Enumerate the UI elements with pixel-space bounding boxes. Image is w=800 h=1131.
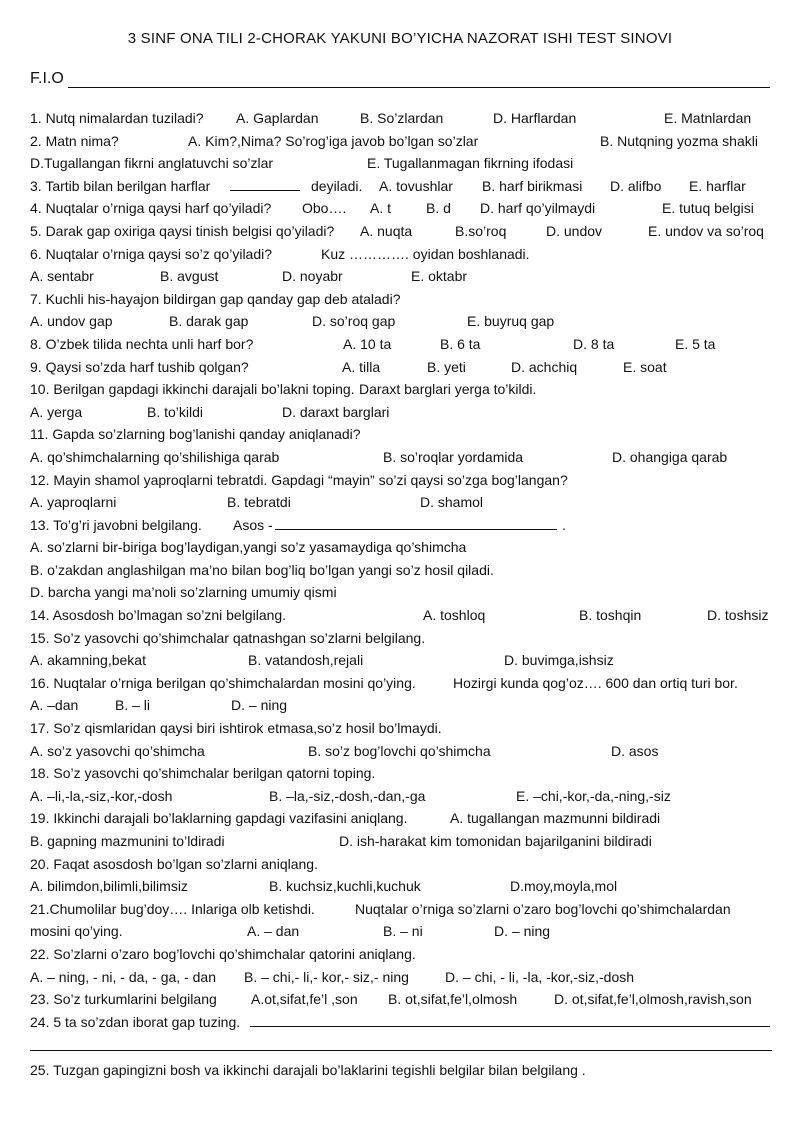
question-text: A. so’zlarni bir-biriga bog’laydigan,yangi so’z yasamaydiga qo’shimcha: [30, 539, 467, 556]
question-line: [30, 899, 772, 922]
question-text: A. –dan: [30, 697, 79, 714]
question-line: [30, 176, 772, 199]
question-line: [30, 379, 772, 402]
answer-option[interactable]: A. – dan: [247, 923, 300, 940]
answer-option[interactable]: D. toshsiz: [707, 607, 769, 624]
answer-option[interactable]: B.so’roq: [455, 222, 507, 239]
question-line: [30, 831, 772, 854]
question-line: [30, 447, 772, 470]
question-text: 13. To’g’ri javobni belgilang.: [30, 516, 202, 533]
answer-option[interactable]: D. ot,sifat,fe’l,olmosh,ravish,son: [554, 991, 752, 1008]
answer-option[interactable]: B. – chi,- li,- kor,- siz,- ning: [244, 968, 409, 985]
question-line: [30, 854, 772, 877]
answer-option[interactable]: A. Gaplardan: [236, 110, 319, 126]
question-text: 12. Mayin shamol yaproqlarni tebratdi. Gapdagi “mayin” so’zi qaysi so’zga bog’langan?: [30, 471, 568, 488]
answer-option[interactable]: A. t: [370, 200, 392, 217]
question-line: [30, 605, 772, 628]
question-line: [30, 989, 772, 1012]
question-text: 4. Nuqtalar o’rniga qaysi harf qo’yiladi?: [30, 200, 272, 217]
answer-option[interactable]: E. –chi,-kor,-da,-ning,-siz: [516, 787, 671, 804]
answer-option[interactable]: E. buyruq gap: [467, 313, 555, 330]
question-text: 22. So’zlarni o’zaro bog’lovchi qo’shimchalar qatorini aniqlang.: [30, 945, 416, 962]
question-line: [30, 537, 772, 560]
answer-option[interactable]: E. Matnlardan: [664, 110, 752, 126]
answer-option[interactable]: B. So’zlardan: [360, 110, 444, 126]
question-line: [30, 650, 772, 673]
question-text: 9. Qaysi so’zda harf tushib qolgan?: [30, 358, 249, 375]
question-line: [30, 695, 772, 718]
answer-option[interactable]: Asos -: [233, 516, 273, 533]
answer-option[interactable]: Nuqtalar o’rniga so’zlarni o’zaro bog’lovchi qo’shimchalardan: [355, 900, 731, 917]
question-line: [30, 1034, 772, 1060]
answer-option[interactable]: D.moy,moyla,mol: [510, 878, 618, 895]
question-text: 19. Ikkinchi darajali bo’laklarning gapdagi vazifasini aniqlang.: [30, 810, 408, 827]
answer-option[interactable]: E. tutuq belgisi: [662, 200, 754, 217]
question-text: 2. Matn nima?: [30, 132, 119, 149]
question-text: 11. Gapda so’zlarning bog’lanishi qanday aniqlanadi?: [30, 426, 361, 443]
question-text: 21.Chumolilar bug’doy…. Inlariga olb ketishdi.: [30, 900, 315, 917]
answer-option[interactable]: B. 6 ta: [440, 335, 481, 352]
question-text: A. yerga: [30, 403, 83, 420]
answer-option[interactable]: E. Tugallanmagan fikrning ifodasi: [367, 155, 574, 172]
question-text: 14. Asosdosh bo’lmagan so’zni belgilang.: [30, 607, 287, 624]
question-text: A. so’z yasovchi qo’shimcha: [30, 742, 205, 759]
fio-answer-line[interactable]: [68, 87, 770, 88]
answer-option[interactable]: E. oktabr: [411, 268, 468, 285]
question-text: 8. O’zbek tilida nechta unli harf bor?: [30, 335, 254, 352]
question-text: 3. Tartib bilan berilgan harflar: [30, 177, 211, 194]
question-text: A. sentabr: [30, 268, 94, 285]
fio-row: [30, 70, 770, 92]
answer-option[interactable]: D. buvimga,ishsiz: [504, 652, 614, 669]
answer-option[interactable]: A. tugallangan mazmunni bildiradi: [450, 810, 661, 827]
answer-option[interactable]: D. harf qo’yilmaydi: [480, 200, 596, 217]
question-line: [30, 1060, 772, 1083]
answer-blank[interactable]: [250, 1012, 770, 1027]
question-text: 10. Berilgan gapdagi ikkinchi darajali bo’lakni toping.: [30, 381, 355, 398]
question-text: A. bilimdon,bilimli,bilimsiz: [30, 878, 188, 895]
answer-option[interactable]: B. Nutqning yozma shakli: [600, 132, 758, 149]
question-text: 7. Kuchli his-hayajon bildirgan gap qanday gap deb ataladi?: [30, 290, 401, 307]
question-line: [30, 221, 772, 244]
answer-option[interactable]: .: [562, 516, 566, 533]
question-line: [30, 424, 772, 447]
answer-option[interactable]: A. tovushlar: [379, 177, 453, 194]
answer-option[interactable]: B. to’kildi: [147, 403, 204, 420]
answer-option[interactable]: E. soat: [623, 358, 667, 375]
question-line: [30, 311, 772, 334]
answer-option[interactable]: B. so’z bog’lovchi qo’shimcha: [308, 742, 491, 759]
answer-option[interactable]: D. undov: [546, 222, 603, 239]
answer-option[interactable]: B. – li: [115, 697, 151, 714]
answer-line[interactable]: [30, 1050, 772, 1051]
question-text: B. o’zakdan anglashilgan ma’no bilan bog’liq bo’lgan yangi so’z hosil qiladi.: [30, 561, 494, 578]
question-line: [30, 108, 772, 131]
answer-option[interactable]: B. so’roqlar yordamida: [383, 448, 524, 465]
question-text: A. qo’shimchalarning qo’shilishiga qarab: [30, 448, 280, 465]
question-line: [30, 944, 772, 967]
question-text: B. gapning mazmunini to’ldiradi: [30, 833, 225, 849]
question-text: A. – ning, - ni, - da, - ga, - dan: [30, 968, 216, 985]
question-line: [30, 673, 772, 696]
question-list: [30, 108, 772, 1083]
question-line: [30, 131, 772, 154]
answer-option[interactable]: D. – ning: [494, 923, 551, 940]
answer-option[interactable]: D. 8 ta: [573, 335, 615, 352]
question-text: mosini qo’ying.: [30, 923, 123, 940]
question-text: 18. So’z yasovchi qo’shimchalar berilgan qatorni toping.: [30, 765, 376, 782]
question-line: [30, 628, 772, 651]
answer-option[interactable]: Hozirgi kunda qog’oz…. 600 dan ortiq turi bor.: [453, 674, 738, 691]
question-line: [30, 515, 772, 538]
answer-option[interactable]: D. shamol: [420, 494, 484, 511]
answer-option[interactable]: B. yeti: [427, 358, 466, 375]
answer-option[interactable]: Obo….: [302, 200, 347, 217]
answer-option[interactable]: A. Kim?,Nima? So’rog’iga javob bo’lgan so’zlar: [188, 132, 479, 149]
question-line: [30, 786, 772, 809]
answer-option[interactable]: D. achchiq: [511, 358, 578, 375]
question-line: [30, 334, 772, 357]
answer-blank[interactable]: [230, 176, 300, 191]
answer-option[interactable]: D. ohangiga qarab: [612, 448, 728, 465]
question-text: A. undov gap: [30, 313, 113, 330]
answer-option[interactable]: D. Harflardan: [493, 110, 577, 126]
question-text: D. barcha yangi ma’noli so’zlarning umumiy qismi: [30, 584, 337, 601]
question-text: 15. So’z yasovchi qo’shimchalar qatnashgan so’zlarni belgilang.: [30, 629, 426, 646]
question-text: 17. So’z qismlaridan qaysi biri ishtirok etmasa,so’z hosil bo’lmaydi.: [30, 720, 442, 737]
question-line: [30, 492, 772, 515]
question-line: [30, 876, 772, 899]
question-line: [30, 402, 772, 425]
fio-label: F.I.O: [30, 70, 64, 87]
answer-option[interactable]: D. ish-harakat kim tomonidan bajarilganini bildiradi: [339, 833, 652, 849]
answer-option[interactable]: B. toshqin: [579, 607, 642, 624]
question-text: 23. So’z turkumlarini belgilang: [30, 991, 217, 1008]
question-text: A. akamning,bekat: [30, 652, 146, 669]
answer-blank[interactable]: [275, 515, 557, 530]
answer-option[interactable]: Daraxt barglari yerga to’kildi.: [359, 381, 537, 398]
question-text: 6. Nuqtalar o’rniga qaysi so’z qo’yiladi?: [30, 245, 273, 262]
answer-option[interactable]: B. harf birikmasi: [482, 177, 583, 194]
question-line: [30, 266, 772, 289]
question-text: A. yaproqlarni: [30, 494, 117, 511]
answer-option[interactable]: B. –la,-siz,-dosh,-dan,-ga: [269, 787, 426, 804]
question-line: [30, 808, 772, 831]
answer-option[interactable]: B. vatandosh,rejali: [248, 652, 364, 669]
answer-option[interactable]: D. asos: [611, 742, 659, 759]
question-text: 24. 5 ta so’zdan iborat gap tuzing.: [30, 1013, 241, 1030]
answer-option[interactable]: D. alifbo: [610, 177, 662, 194]
answer-option[interactable]: D. daraxt barglari: [282, 403, 390, 420]
answer-option[interactable]: B. – ni: [383, 923, 423, 940]
question-text: D.Tugallangan fikrni anglatuvchi so’zlar: [30, 155, 274, 172]
question-text: 1. Nutq nimalardan tuziladi?: [30, 110, 204, 126]
answer-option[interactable]: A. tilla: [342, 358, 381, 375]
question-line: [30, 560, 772, 583]
question-line: [30, 470, 772, 493]
question-line: [30, 582, 772, 605]
question-line: [30, 198, 772, 221]
question-line: [30, 921, 772, 944]
question-line: [30, 153, 772, 176]
answer-option[interactable]: Kuz …………. oyidan boshlanadi.: [321, 245, 530, 262]
answer-option[interactable]: E. undov va so’roq: [648, 222, 764, 239]
question-line: [30, 289, 772, 312]
answer-option[interactable]: D. so’roq gap: [312, 313, 396, 330]
answer-option[interactable]: D. noyabr: [282, 268, 343, 285]
question-text: A. –li,-la,-siz,-kor,-dosh: [30, 787, 173, 804]
question-line: [30, 763, 772, 786]
question-line: [30, 718, 772, 741]
answer-option[interactable]: B. kuchsiz,kuchli,kuchuk: [269, 878, 421, 895]
question-text: 16. Nuqtalar o’rniga berilgan qo’shimchalardan mosini qo’ying.: [30, 674, 416, 691]
question-line: [30, 1012, 772, 1035]
answer-option[interactable]: E. 5 ta: [675, 335, 716, 352]
question-text: 25. Tuzgan gapingizni bosh va ikkinchi darajali bo’laklarini tegishli belgilar bilan belgilang .: [30, 1062, 586, 1079]
answer-option[interactable]: deyiladi.: [311, 177, 363, 194]
question-line: [30, 357, 772, 380]
answer-option[interactable]: E. harflar: [689, 177, 746, 194]
answer-option[interactable]: D. – chi, - li, -la, -kor,-siz,-dosh: [445, 968, 635, 985]
answer-option[interactable]: A. nuqta: [360, 222, 413, 239]
question-line: [30, 741, 772, 764]
page-title: 3 SINF ONA TILI 2-CHORAK YAKUNI BO’YICHA NAZORAT ISHI TEST SINOVI: [127, 30, 673, 47]
answer-option[interactable]: B. darak gap: [169, 313, 249, 330]
question-text: 20. Faqat asosdosh bo’lgan so’zlarni aniqlang.: [30, 855, 318, 872]
question-text: 5. Darak gap oxiriga qaysi tinish belgisi qo’yiladi?: [30, 222, 335, 239]
question-line: [30, 244, 772, 267]
answer-option[interactable]: A. 10 ta: [343, 335, 392, 352]
question-line: [30, 967, 772, 990]
answer-option[interactable]: B. ot,sifat,fe’l,olmosh: [388, 991, 518, 1008]
answer-option[interactable]: D. – ning: [231, 697, 288, 714]
answer-option[interactable]: B. tebratdi: [227, 494, 291, 511]
answer-option[interactable]: B. avgust: [160, 268, 219, 285]
answer-option[interactable]: A. toshloq: [423, 607, 486, 624]
answer-option[interactable]: A.ot,sifat,fe’l ,son: [251, 991, 358, 1008]
answer-option[interactable]: B. d: [426, 200, 451, 217]
